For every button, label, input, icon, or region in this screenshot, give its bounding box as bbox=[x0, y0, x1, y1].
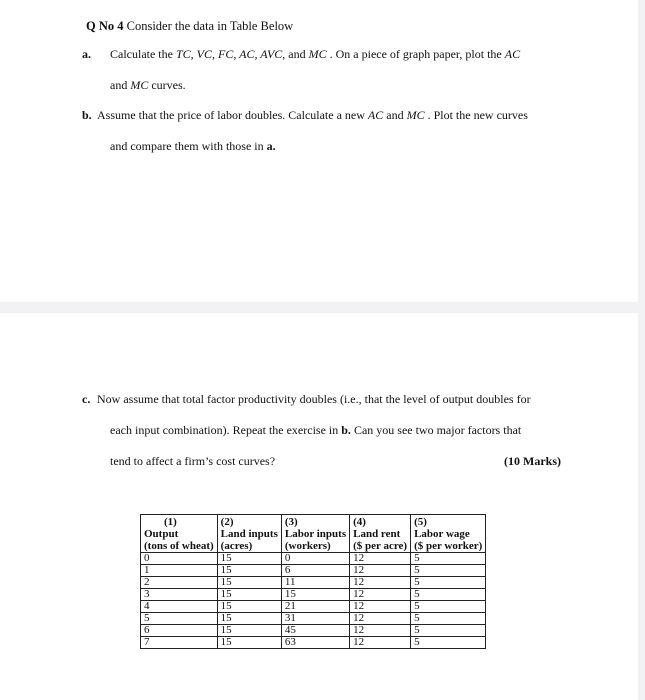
table-cell: 6 bbox=[281, 565, 349, 577]
header-title: Land inputs bbox=[220, 528, 278, 540]
text: each input combination). Repeat the exercise in bbox=[110, 423, 342, 437]
cost-terms: TC, VC, FC, AC, AVC, bbox=[175, 47, 286, 61]
table-cell: 7 bbox=[141, 637, 218, 649]
ac-term: AC bbox=[367, 108, 384, 122]
text: Calculate the bbox=[110, 47, 176, 61]
header-title: Labor inputs bbox=[284, 528, 347, 540]
part-c-line-3: tend to affect a firm’s cost curves? bbox=[110, 454, 276, 468]
table-cell: 15 bbox=[217, 589, 281, 601]
header-cell bbox=[281, 515, 349, 553]
table-cell: 4 bbox=[141, 601, 218, 613]
table-row bbox=[141, 625, 486, 637]
table-cell: 5 bbox=[141, 613, 218, 625]
part-b-line-2 bbox=[110, 139, 276, 153]
text: Assume that the price of labor doubles. Calculate a new bbox=[97, 108, 368, 122]
table-cell: 0 bbox=[141, 553, 218, 565]
table-row bbox=[141, 565, 486, 577]
header-title: Labor wage bbox=[414, 528, 470, 540]
header-num: (3) bbox=[284, 516, 298, 528]
table-header-row bbox=[141, 515, 486, 553]
header-title: Output bbox=[144, 528, 179, 540]
table-cell: 12 bbox=[350, 613, 411, 625]
part-c-line-2 bbox=[110, 423, 521, 437]
table-body bbox=[141, 553, 486, 649]
table-cell: 15 bbox=[217, 601, 281, 613]
table-cell: 6 bbox=[141, 625, 218, 637]
table-cell: 5 bbox=[411, 625, 486, 637]
part-b-label: b. bbox=[82, 108, 92, 122]
table-cell: 5 bbox=[411, 601, 486, 613]
table-cell: 15 bbox=[217, 625, 281, 637]
table-cell: 12 bbox=[350, 577, 411, 589]
header-unit: (tons of wheat) bbox=[144, 540, 214, 552]
table-cell: 15 bbox=[217, 637, 281, 649]
table-cell: 5 bbox=[411, 637, 486, 649]
table-cell: 1 bbox=[141, 565, 218, 577]
question-intro: Consider the data in Table Below bbox=[126, 19, 294, 33]
table-cell: 15 bbox=[217, 577, 281, 589]
header-cell bbox=[141, 515, 218, 553]
table-cell: 5 bbox=[411, 577, 486, 589]
text: . On a piece of graph paper, plot the bbox=[326, 47, 505, 61]
table-cell: 3 bbox=[141, 589, 218, 601]
header-num: (2) bbox=[220, 516, 234, 528]
header-unit: ($ per worker) bbox=[414, 540, 483, 552]
text: . Plot the new curves bbox=[424, 108, 528, 122]
header-num: (4) bbox=[353, 516, 366, 528]
table-row bbox=[141, 553, 486, 565]
header-unit: ($ per acre) bbox=[353, 540, 408, 552]
table-row bbox=[141, 589, 486, 601]
table-cell: 12 bbox=[350, 601, 411, 613]
table-cell: 5 bbox=[411, 613, 486, 625]
header-num: (5) bbox=[414, 516, 427, 528]
table-cell: 12 bbox=[350, 637, 411, 649]
table-cell: 15 bbox=[217, 553, 281, 565]
table-row bbox=[141, 601, 486, 613]
ref-b: b. bbox=[341, 423, 351, 437]
mc-term: MC bbox=[130, 78, 149, 92]
part-a-line-1 bbox=[110, 47, 520, 61]
table-cell: 0 bbox=[281, 553, 349, 565]
header-cell bbox=[350, 515, 411, 553]
table-cell: 12 bbox=[350, 625, 411, 637]
table-cell: 2 bbox=[141, 577, 218, 589]
table-cell: 15 bbox=[217, 613, 281, 625]
table-cell: 63 bbox=[281, 637, 349, 649]
marks-label: (10 Marks) bbox=[504, 454, 561, 468]
question-number: Q No 4 bbox=[86, 19, 124, 33]
table-cell: 15 bbox=[217, 565, 281, 577]
table-row bbox=[141, 637, 486, 649]
question-title bbox=[86, 19, 293, 34]
table-cell: 31 bbox=[281, 613, 349, 625]
part-b-line-1 bbox=[97, 108, 528, 122]
text: and bbox=[383, 108, 407, 122]
data-table bbox=[140, 514, 486, 649]
page-1 bbox=[0, 0, 638, 302]
header-cell bbox=[217, 515, 281, 553]
part-c-line-1: Now assume that total factor productivity doubles (i.e., that the level of output doubles for bbox=[97, 392, 531, 406]
text: and bbox=[285, 47, 309, 61]
header-num: (1) bbox=[164, 516, 177, 528]
table-cell: 11 bbox=[281, 577, 349, 589]
part-a-line-2 bbox=[110, 78, 186, 92]
table-cell: 15 bbox=[281, 589, 349, 601]
table-cell: 21 bbox=[281, 601, 349, 613]
ac-term: AC bbox=[504, 47, 521, 61]
part-c-label: c. bbox=[82, 392, 91, 406]
table-cell: 5 bbox=[411, 553, 486, 565]
text: and compare them with those in bbox=[110, 139, 267, 153]
table-cell: 45 bbox=[281, 625, 349, 637]
text: Can you see two major factors that bbox=[350, 423, 522, 437]
text: and bbox=[110, 78, 131, 92]
ref-a: a. bbox=[266, 139, 276, 153]
table-cell: 12 bbox=[350, 565, 411, 577]
table-cell: 5 bbox=[411, 589, 486, 601]
mc-term: MC bbox=[308, 47, 327, 61]
table-cell: 12 bbox=[350, 553, 411, 565]
header-title: Land rent bbox=[353, 528, 401, 540]
table-cell: 5 bbox=[411, 565, 486, 577]
header-cell bbox=[411, 515, 486, 553]
header-unit: (workers) bbox=[284, 540, 331, 552]
table-cell: 12 bbox=[350, 589, 411, 601]
mc-term: MC bbox=[406, 108, 425, 122]
table-row bbox=[141, 577, 486, 589]
table-row bbox=[141, 613, 486, 625]
part-a-label: a. bbox=[82, 47, 91, 61]
text: curves. bbox=[148, 78, 186, 92]
header-unit: (acres) bbox=[220, 540, 253, 552]
